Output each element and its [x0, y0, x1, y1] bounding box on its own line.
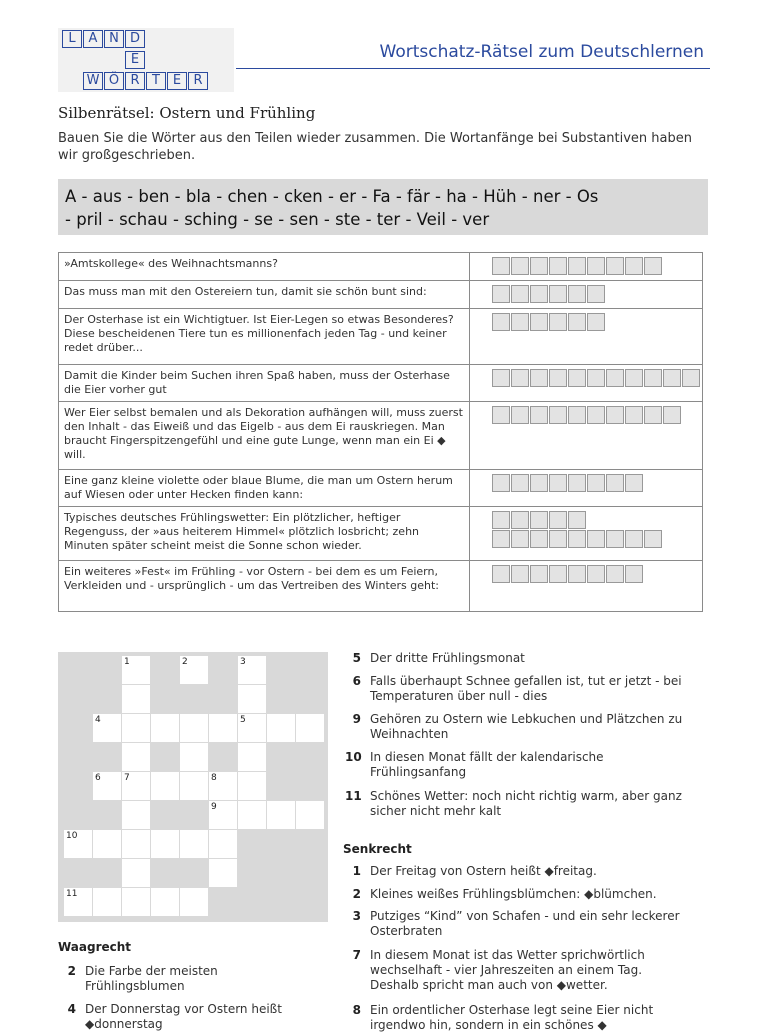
crossword-cell[interactable]	[238, 801, 266, 829]
clue-row	[59, 470, 703, 507]
answer-box[interactable]	[606, 530, 624, 548]
answer-cells	[470, 281, 703, 309]
logo-letter: E	[167, 72, 187, 90]
answer-box[interactable]	[587, 406, 605, 424]
answer-box[interactable]	[530, 257, 548, 275]
crossword-cell[interactable]	[180, 830, 208, 858]
cell-number: 6	[95, 773, 101, 783]
cell-number: 9	[211, 802, 217, 812]
answer-box[interactable]	[511, 257, 529, 275]
answer-box[interactable]	[663, 369, 681, 387]
clue-text: Eine ganz kleine violette oder blaue Blume, die man um Ostern herum auf Wiesen oder unter Hecken finden kann:	[59, 470, 470, 507]
answer-box[interactable]	[568, 369, 586, 387]
answer-box[interactable]	[549, 511, 567, 529]
cell-number: 2	[182, 657, 188, 667]
answer-box[interactable]	[492, 565, 510, 583]
answer-box[interactable]	[625, 474, 643, 492]
syllable-box	[58, 179, 708, 235]
crossword-cell[interactable]	[151, 830, 179, 858]
syllables-line-1: A - aus - ben - bla - chen - cken - er - Fa - fär - ha - Hüh - ner - Os	[65, 187, 599, 206]
site-title: Wortschatz-Rätsel zum Deutschlernen	[379, 42, 704, 62]
answer-box[interactable]	[549, 530, 567, 548]
cell-number: 1	[124, 657, 130, 667]
crossword-cell[interactable]	[238, 656, 266, 684]
answer-box[interactable]	[549, 565, 567, 583]
crossword-cell[interactable]	[151, 714, 179, 742]
answer-box[interactable]	[530, 474, 548, 492]
crossword-cell[interactable]	[209, 772, 237, 800]
answer-box[interactable]	[511, 565, 529, 583]
answer-cells	[470, 561, 703, 612]
crossword-cell[interactable]	[180, 743, 208, 771]
answer-box[interactable]	[511, 406, 529, 424]
answer-box[interactable]	[587, 565, 605, 583]
answer-box[interactable]	[549, 285, 567, 303]
logo-letter: T	[146, 72, 166, 90]
answer-box[interactable]	[511, 369, 529, 387]
answer-box[interactable]	[492, 474, 510, 492]
crossword-cell[interactable]	[122, 830, 150, 858]
answer-box[interactable]	[606, 369, 624, 387]
crossword-cell[interactable]	[151, 888, 179, 916]
cell-number: 8	[211, 773, 217, 783]
crossword-cell[interactable]	[238, 714, 266, 742]
crossword-cell[interactable]	[93, 888, 121, 916]
answer-box[interactable]	[606, 257, 624, 275]
logo-letter: E	[125, 51, 145, 69]
logo-letter: L	[62, 30, 82, 48]
logo-letter: D	[125, 30, 145, 48]
clue-row	[59, 309, 703, 365]
answer-box[interactable]	[549, 406, 567, 424]
answer-box[interactable]	[511, 530, 529, 548]
answer-cells	[470, 365, 703, 402]
clue-text: Typisches deutsches Frühlingswetter: Ein plötzlicher, heftiger Regenguss, der »aus heiterem Himmel« plötzlich losbricht; zehn Minuten später scheint meist die Sonne schon wieder.	[59, 507, 470, 561]
syllables-line-2: - pril - schau - sching - se - sen - ste - ter - Veil - ver	[65, 210, 490, 229]
crossword-cell[interactable]	[93, 772, 121, 800]
answer-cells	[470, 253, 703, 281]
crossword-cell[interactable]	[267, 714, 295, 742]
logo-letter: N	[104, 30, 124, 48]
answer-box[interactable]	[530, 530, 548, 548]
logo-letter: A	[83, 30, 103, 48]
answer-box[interactable]	[511, 474, 529, 492]
logo-letter: R	[188, 72, 208, 90]
cell-number: 7	[124, 773, 130, 783]
answer-box[interactable]	[492, 369, 510, 387]
answer-cells	[470, 470, 703, 507]
crossword-cell[interactable]	[238, 772, 266, 800]
header-divider	[236, 68, 710, 69]
answer-box[interactable]	[530, 565, 548, 583]
answer-box[interactable]	[492, 257, 510, 275]
answer-box[interactable]	[606, 565, 624, 583]
answer-box[interactable]	[625, 257, 643, 275]
answer-box[interactable]	[568, 257, 586, 275]
answer-box[interactable]	[492, 285, 510, 303]
answer-box[interactable]	[530, 406, 548, 424]
clue-text: Wer Eier selbst bemalen und als Dekoration aufhängen will, muss zuerst den Inhalt - das Eiweiß und das Eigelb - aus dem Ei rauskriegen. Man braucht Fingerspitzengefühl und eine gute Lunge, wenn man ein Ei ◆ will.	[59, 402, 470, 470]
crossword-cell[interactable]	[64, 830, 92, 858]
answer-box[interactable]	[568, 530, 586, 548]
answer-box[interactable]	[663, 406, 681, 424]
answer-box[interactable]	[587, 474, 605, 492]
crossword-cell[interactable]	[180, 772, 208, 800]
answer-box[interactable]	[568, 313, 586, 331]
answer-box[interactable]	[587, 285, 605, 303]
crossword-cell[interactable]	[122, 888, 150, 916]
cell-number: 10	[66, 831, 78, 841]
clue-text: Damit die Kinder beim Suchen ihren Spaß haben, muss der Osterhase die Eier vorher gut	[59, 365, 470, 402]
puzzle-title: Silbenrätsel: Ostern und Frühling	[58, 104, 316, 122]
crossword-cell[interactable]	[267, 801, 295, 829]
answer-box[interactable]	[644, 369, 662, 387]
answer-box[interactable]	[492, 530, 510, 548]
clue-text: Das muss man mit den Ostereiern tun, damit sie schön bunt sind:	[59, 281, 470, 309]
answer-box[interactable]	[625, 369, 643, 387]
crossword-cell[interactable]	[151, 772, 179, 800]
puzzle-instructions: Bauen Sie die Wörter aus den Teilen wieder zusammen. Die Wortanfänge bei Substantiven haben wir großgeschrieben.	[58, 131, 692, 163]
answer-box[interactable]	[568, 565, 586, 583]
crossword-grid	[58, 652, 328, 922]
answer-box[interactable]	[549, 474, 567, 492]
clue-row	[59, 402, 703, 470]
answer-box[interactable]	[530, 511, 548, 529]
crossword-cell[interactable]	[93, 714, 121, 742]
cell-number: 11	[66, 889, 78, 899]
answer-box[interactable]	[682, 369, 700, 387]
clue-row	[59, 281, 703, 309]
answer-box[interactable]	[587, 530, 605, 548]
crossword-cell[interactable]	[209, 801, 237, 829]
answer-box[interactable]	[587, 369, 605, 387]
answer-cells	[470, 309, 703, 365]
clue-row	[59, 253, 703, 281]
answer-box[interactable]	[568, 285, 586, 303]
cell-number: 5	[240, 715, 246, 725]
waagrecht-heading: Waagrecht	[58, 940, 132, 954]
crossword-cell[interactable]	[122, 801, 150, 829]
answer-box[interactable]	[644, 406, 662, 424]
land-der-woerter-logo	[58, 28, 234, 92]
answer-box[interactable]	[492, 406, 510, 424]
clue-text: Ein weiteres »Fest« im Frühling - vor Ostern - bei dem es um Feiern, Verkleiden und - ursprünglich - um das Vertreiben des Winters geht:	[59, 561, 470, 612]
answer-box[interactable]	[644, 257, 662, 275]
crossword-cell[interactable]	[238, 685, 266, 713]
crossword-cell[interactable]	[64, 888, 92, 916]
answer-box[interactable]	[549, 257, 567, 275]
answer-box[interactable]	[587, 257, 605, 275]
cell-number: 4	[95, 715, 101, 725]
logo-letter: R	[125, 72, 145, 90]
answer-box[interactable]	[511, 285, 529, 303]
answer-box[interactable]	[511, 511, 529, 529]
crossword-cell[interactable]	[122, 772, 150, 800]
syllable-clue-table	[58, 252, 703, 612]
crossword-cell[interactable]	[209, 714, 237, 742]
crossword-cell[interactable]	[122, 743, 150, 771]
clue-row	[59, 507, 703, 561]
crossword-cell[interactable]	[209, 830, 237, 858]
senkrecht-heading: Senkrecht	[343, 842, 412, 856]
answer-box[interactable]	[492, 313, 510, 331]
crossword-cell[interactable]	[238, 743, 266, 771]
answer-box[interactable]	[530, 369, 548, 387]
crossword-cell[interactable]	[180, 888, 208, 916]
answer-box[interactable]	[625, 406, 643, 424]
answer-box[interactable]	[549, 313, 567, 331]
answer-box[interactable]	[549, 369, 567, 387]
crossword-cell[interactable]	[122, 656, 150, 684]
clue-row	[59, 561, 703, 612]
answer-cells	[470, 507, 703, 561]
answer-box[interactable]	[568, 406, 586, 424]
logo-letter: Ö	[104, 72, 124, 90]
crossword-cell[interactable]	[296, 801, 324, 829]
clue-text: »Amtskollege« des Weihnachtsmanns?	[59, 253, 470, 281]
answer-box[interactable]	[530, 313, 548, 331]
crossword-cell[interactable]	[93, 830, 121, 858]
crossword-cell[interactable]	[122, 714, 150, 742]
crossword-cell[interactable]	[122, 859, 150, 887]
crossword-cell[interactable]	[296, 714, 324, 742]
answer-box[interactable]	[644, 530, 662, 548]
crossword-cell[interactable]	[180, 714, 208, 742]
answer-box[interactable]	[568, 511, 586, 529]
clue-row	[59, 365, 703, 402]
answer-cells	[470, 402, 703, 470]
cell-number: 3	[240, 657, 246, 667]
answer-box[interactable]	[606, 406, 624, 424]
answer-box[interactable]	[492, 511, 510, 529]
crossword-cell[interactable]	[209, 859, 237, 887]
crossword-cell[interactable]	[122, 685, 150, 713]
logo-letter: W	[83, 72, 103, 90]
answer-box[interactable]	[587, 313, 605, 331]
answer-box[interactable]	[568, 474, 586, 492]
answer-box[interactable]	[511, 313, 529, 331]
crossword-cell[interactable]	[180, 656, 208, 684]
answer-box[interactable]	[530, 285, 548, 303]
answer-box[interactable]	[606, 474, 624, 492]
answer-box[interactable]	[625, 565, 643, 583]
answer-box[interactable]	[625, 530, 643, 548]
clue-text: Der Osterhase ist ein Wichtigtuer. Ist Eier-Legen so etwas Besonderes? Diese bescheidenen Tiere tun es millionenfach jeden Tag - und keiner redet drüber...	[59, 309, 470, 365]
